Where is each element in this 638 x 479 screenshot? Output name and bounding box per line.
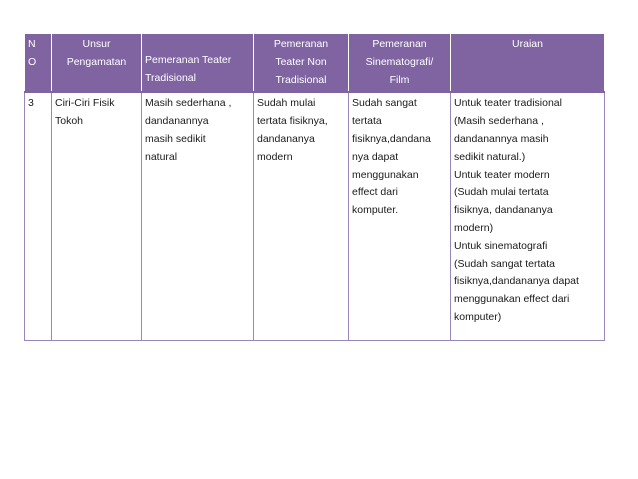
header-non-tradisional-line: Pemeranan (273, 38, 329, 50)
cell-sinematografi-line: komputer. (352, 204, 399, 217)
cell-tradisional-line: Masih sederhana , (145, 97, 232, 110)
cell-unsur (52, 92, 142, 340)
comparison-table (24, 33, 605, 341)
cell-uraian-line: Untuk teater modern (454, 168, 550, 181)
cell-uraian-line: (Masih sederhana , (454, 115, 544, 128)
cell-non-tradisional (254, 92, 349, 340)
header-non-tradisional-line: Tradisional (275, 73, 327, 86)
cell-tradisional-line: natural (145, 150, 178, 163)
header-sinematografi-line: Sinematografi/ (365, 55, 434, 68)
cell-sinematografi-line: effect dari (352, 186, 398, 199)
header-sinematografi-line: Pemeranan (372, 38, 427, 50)
header-unsur-pengamatan (52, 34, 142, 93)
cell-tradisional-line: masih sedikit (145, 132, 206, 145)
cell-sinematografi (349, 92, 451, 340)
cell-non-tradisional-line: modern (257, 150, 293, 163)
header-teater-tradisional (142, 34, 254, 93)
cell-unsur-line: Ciri-Ciri Fisik (55, 97, 115, 110)
header-tradisional-line: Tradisional (145, 71, 196, 84)
cell-uraian-line: (Sudah mulai tertata (454, 186, 549, 199)
header-unsur-line: Pengamatan (66, 55, 127, 68)
cell-non-tradisional-line: Sudah mulai (257, 97, 316, 110)
header-uraian-line: Uraian (512, 38, 543, 50)
cell-sinematografi-line: nya dapat (352, 150, 399, 163)
header-no-line: O (28, 55, 37, 68)
header-teater-non-tradisional (254, 34, 349, 93)
cell-uraian-line: modern) (454, 221, 494, 234)
cell-uraian-line: fisiknya, dandananya (454, 204, 553, 217)
cell-uraian-line: fisiknya,dandananya dapat (454, 275, 579, 288)
header-uraian (451, 34, 605, 93)
cell-uraian (451, 92, 605, 340)
cell-non-tradisional-line: dandananya (257, 132, 315, 145)
cell-sinematografi-line: tertata (352, 115, 382, 128)
cell-sinematografi-line: menggunakan (352, 168, 419, 181)
cell-no (25, 92, 52, 340)
cell-unsur-line: Tokoh (55, 115, 84, 128)
header-non-tradisional-line: Teater Non (275, 55, 327, 68)
cell-no-text: 3 (28, 97, 34, 110)
cell-uraian-line: dandanannya masih (454, 132, 549, 145)
header-no (25, 34, 52, 93)
cell-uraian-line: Untuk teater tradisional (454, 97, 562, 110)
header-unsur-line: Unsur (82, 38, 111, 50)
cell-uraian-line: Untuk sinematografi (454, 239, 548, 252)
header-tradisional-line: Pemeranan Teater (145, 53, 232, 66)
cell-non-tradisional-line: tertata fisiknya, (257, 115, 328, 128)
table-row (25, 92, 605, 340)
cell-uraian-line: sedikit natural.) (454, 150, 526, 163)
header-no-line: N (28, 38, 36, 50)
cell-uraian-line: menggunakan effect dari (454, 293, 570, 306)
header-row (25, 34, 605, 93)
cell-uraian-line: komputer) (454, 310, 502, 323)
cell-uraian-line: (Sudah sangat tertata (454, 257, 555, 270)
cell-sinematografi-line: Sudah sangat (352, 97, 417, 110)
header-sinematografi (349, 34, 451, 93)
cell-sinematografi-line: fisiknya,dandana (352, 132, 431, 145)
cell-tradisional-line: dandanannya (145, 115, 209, 128)
header-sinematografi-line: Film (389, 73, 410, 86)
cell-tradisional (142, 92, 254, 340)
